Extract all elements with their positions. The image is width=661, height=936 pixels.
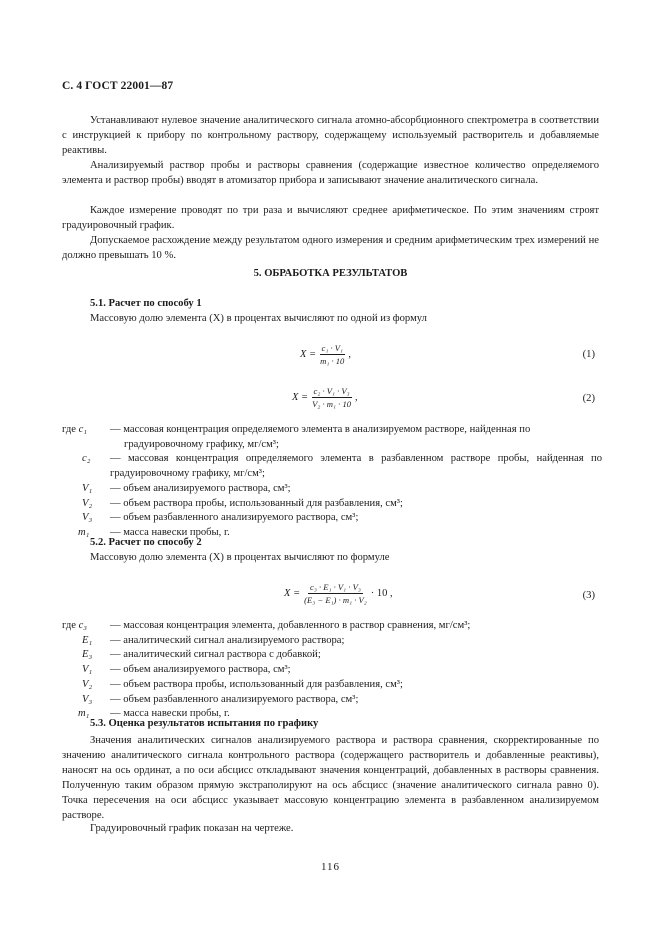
formula-2-fraction (310, 386, 353, 409)
formula-2-tail: , (355, 392, 358, 403)
subsection-5-3-title: 5.3. Оценка результатов испытания по графику (90, 718, 319, 729)
section-title: 5. ОБРАБОТКА РЕЗУЛЬТАТОВ (253, 268, 408, 279)
page-number: 116 (320, 861, 341, 873)
intro-paragraph-4: Допускаемое расхождение между результатом одного измерения и средним арифметическим трех измерений не должно превышать 10 %. (62, 235, 599, 262)
page-header: С. 4 ГОСТ 22001—87 (62, 80, 174, 92)
subsection-5-2-text: Массовую долю элемента (X) в процентах вычисляют по формуле (90, 552, 390, 563)
equation-number-3: (3) (582, 590, 595, 601)
definition-text: — массовая концентрация элемента, добавленного в раствор сравнения, мг/см³; (110, 620, 471, 631)
definition-symbol: c₁ (78, 424, 87, 435)
formula-3-tail: · 10 , (370, 588, 393, 599)
definition-symbol: c₃ (78, 620, 87, 631)
subsection-5-3-text-2: Градуировочный график показан на чертеже. (90, 823, 294, 834)
definition-row (62, 663, 602, 678)
definition-symbol: m₁ (78, 708, 90, 720)
formula-1 (300, 343, 351, 366)
definition-text: — массовая концентрация определяемого элемента в анализируемом растворе, найденная по (110, 424, 531, 435)
definition-lead: где (62, 424, 76, 435)
formula-3-lhs: X = (284, 588, 301, 599)
formula-1-tail: , (348, 349, 351, 360)
intro-paragraph-2: Анализируемый раствор пробы и растворы сравнения (содержащие известное количество определяемого элемента и раствор пробы) вводят в атомизатор прибора и записывают значение аналитического сигнала. (62, 160, 599, 187)
definition-row (62, 693, 602, 708)
definition-text: — массовая концентрация определяемого элемента в разбавленном растворе пробы, найденная по градуировочному графику, мг/см³; (110, 453, 602, 480)
formula-1-lhs: X = (300, 349, 317, 360)
definition-text: — аналитический сигнал анализируемого раствора; (110, 634, 345, 646)
definitions-5-2 (62, 619, 602, 722)
definition-row (62, 423, 602, 452)
formula-1-fraction (318, 343, 346, 366)
definition-text: — аналитический сигнал раствора с добавкой; (110, 649, 321, 661)
subsection-5-3-text: Значения аналитических сигналов анализируемого раствора и раствора сравнения, скорректированные по значению аналитического сигнала контрольного раствора (содержащего растворитель и добавленные реактивы), наносят на ось ординат, а по оси абсцисс откладывают значения концентраций, добавленных в растворы сравнения. Полученную таким образом прямую экстраполируют на ось абсцисс (значение аналитического сигнала равно 0). Точка пересечения на оси абсцисс указывает массовую концентрацию элемента в разбавленном анализируемом растворе. (62, 735, 599, 822)
definition-symbol: c₂ (82, 453, 91, 465)
definition-symbol: m₁ (78, 526, 90, 538)
definition-row (62, 678, 602, 693)
definition-symbol: E₁ (82, 634, 93, 646)
definition-text: — масса навески пробы, г. (110, 708, 230, 720)
definition-symbol: V₃ (82, 693, 93, 705)
intro-paragraph-1: Устанавливают нулевое значение аналитического сигнала атомно-абсорбционного спектрометра в соответствии с инструкцией к прибору по контрольному раствору, содержащему используемый растворитель и добавляемые реактивы. (62, 115, 599, 157)
formula-3-fraction (302, 582, 369, 605)
definition-symbol: V₁ (82, 664, 93, 676)
definition-symbol: V₃ (82, 512, 93, 524)
definition-symbol: V₂ (82, 678, 93, 690)
equation-number-2: (2) (582, 393, 595, 404)
definition-text: — объем разбавленного анализируемого раствора, см³; (110, 693, 359, 705)
definition-symbol: E₃ (82, 649, 93, 661)
definition-text: — объем раствора пробы, использованный для разбавления, см³; (110, 497, 403, 509)
intro-paragraph-3: Каждое измерение проводят по три раза и вычисляют среднее арифметическое. По этим значениям строят градуировочный график. (62, 205, 599, 232)
definition-row (62, 497, 602, 512)
formula-2-denominator: V₂ · m₁ · 10 (312, 399, 352, 409)
definition-row (62, 452, 602, 481)
formula-3-denominator: (E₃ − E₁) · m₁ · V₂ (304, 595, 367, 605)
definition-text: — объем анализируемого раствора, см³; (110, 482, 291, 494)
definition-continuation: градуировочному графику, мг/см³; (124, 438, 279, 450)
definition-text: — объем раствора пробы, использованный для разбавления, см³; (110, 678, 403, 690)
definition-symbol: V₂ (82, 497, 93, 509)
definition-text: — объем разбавленного анализируемого раствора, см³; (110, 512, 359, 524)
definition-row (62, 482, 602, 497)
formula-1-denominator: m₁ · 10 (320, 356, 345, 366)
definition-lead: где (62, 620, 76, 631)
definitions-5-1 (62, 423, 602, 541)
definition-text: — объем анализируемого раствора, см³; (110, 664, 291, 676)
formula-1-numerator: c₁ · V₁ (321, 343, 343, 353)
formula-3-numerator: c₃ · E₁ · V₁ · V₃ (310, 582, 361, 592)
formula-2-lhs: X = (292, 392, 309, 403)
definition-symbol: V₁ (82, 482, 93, 494)
equation-number-1: (1) (582, 349, 595, 360)
subsection-5-2-title: 5.2. Расчет по способу 2 (90, 537, 202, 548)
subsection-5-1-text: Массовую долю элемента (X) в процентах вычисляют по одной из формул (90, 313, 427, 324)
definition-row (62, 648, 602, 663)
definition-row (62, 634, 602, 649)
subsection-5-1-title: 5.1. Расчет по способу 1 (90, 298, 202, 309)
formula-2 (292, 386, 358, 409)
formula-2-numerator: c₂ · V₁ · V₃ (313, 386, 350, 396)
formula-3 (284, 582, 393, 605)
definition-row (62, 511, 602, 526)
definition-row (62, 619, 602, 634)
definition-text: — масса навески пробы, г. (110, 526, 230, 538)
